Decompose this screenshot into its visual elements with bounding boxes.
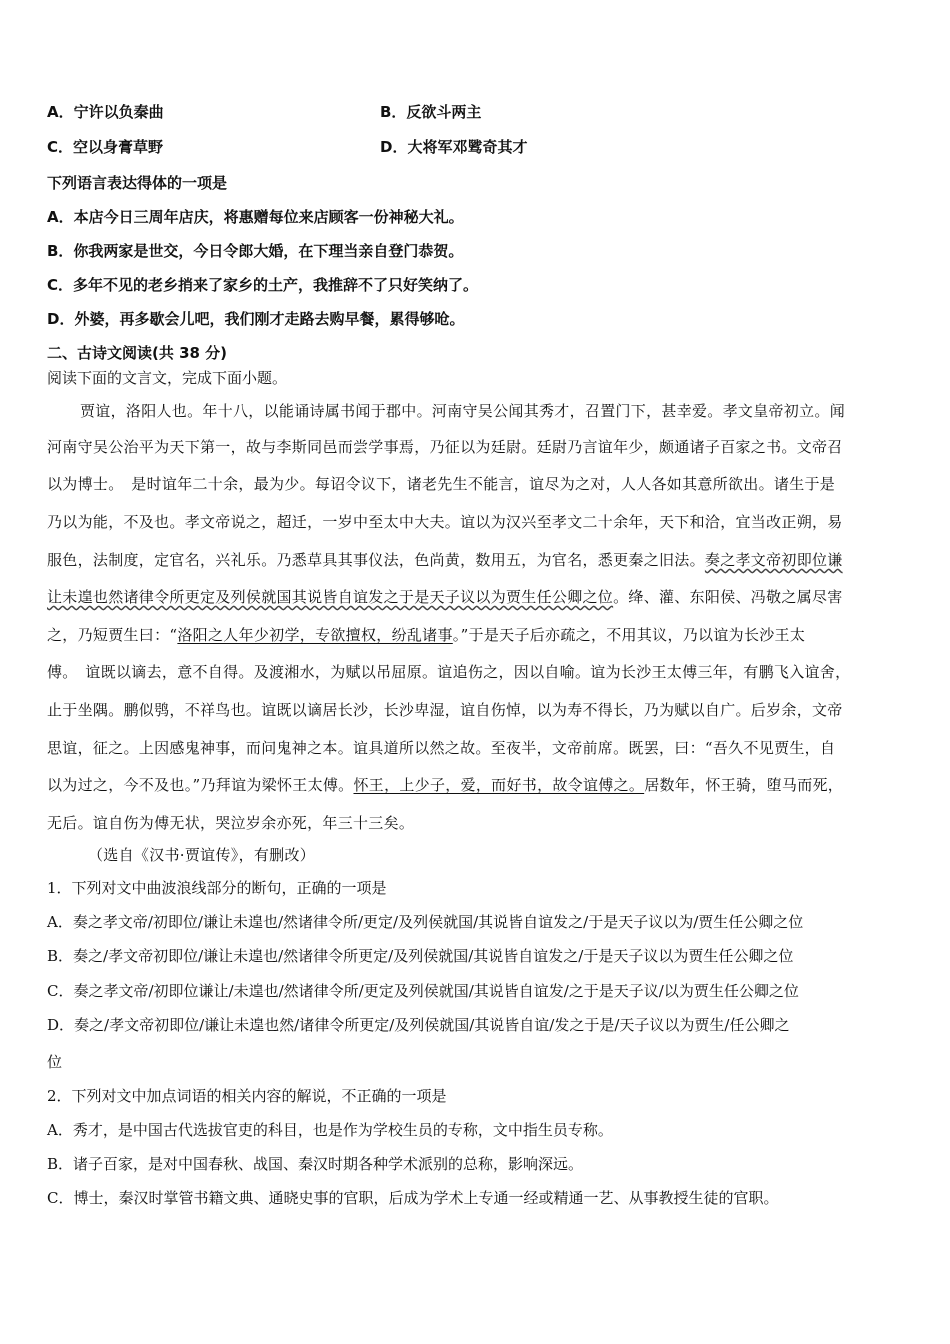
question-1-option-a: A．奏之孝文帝/初即位/谦让未遑也/然诸律令所/更定/及列侯就国/其说皆自谊发之/于是天子议以为/贾生任公卿之位 — [47, 913, 804, 931]
expression-question-stem: 下列语言表达得体的一项是 — [47, 174, 228, 192]
section-instruction: 阅读下面的文言文，完成下面小题。 — [47, 369, 288, 387]
question-1-option-b: B．奏之/孝文帝初即位/谦让未遑也/然诸律令所更定/及列侯就国/其说皆自谊发之/于是天子议以为贾生任公卿之位 — [47, 947, 794, 965]
passage-line-6-text: 。绛、灌、东阳侯、冯敬之属尽害 — [613, 588, 843, 606]
expression-option-c: C．多年不见的老乡捎来了家乡的土产，我推辞不了只好笑纳了。 — [47, 276, 479, 294]
passage-line-11-text: 以为过之，今不及也。”乃拜谊为梁怀王太傅。 — [47, 776, 354, 794]
question-1-option-c: C．奏之孝文帝/初即位谦让/未遑也/然诸律令所/更定及列侯就国/其说皆自谊发/之于是天子议/以为贾生任公卿之位 — [47, 982, 799, 1000]
passage-line-5 — [47, 550, 843, 570]
passage-line-12: 无后。谊自伤为傅无状，哭泣岁余亦死，年三十三矣。 — [47, 814, 415, 832]
passage-line-11-text-end: 居数年，怀王骑，堕马而死， — [644, 776, 844, 794]
expression-option-b: B．你我两家是世交，今日令郎大婚，在下理当亲自登门恭贺。 — [47, 242, 464, 260]
wavy-underline-segment: 奏之孝文帝初即位谦 — [704, 551, 843, 569]
underlined-sentence: 怀王，上少子，爱，而好书，故令谊傅之。 — [353, 776, 645, 794]
passage-line-4: 乃以为能，不及也。孝文帝说之，超迁，一岁中至太中大夫。谊以为汉兴至孝文二十余年，天下和洽，宜当改正朔，易 — [47, 513, 843, 531]
underlined-sentence: 洛阳之人年少初学，专欲擅权，纷乱诸事 — [177, 626, 453, 644]
wavy-underline-segment: 让未遑也然诸律令所更定及列侯就国其说皆自谊发之于是天子议以为贾生任公卿之位 — [47, 588, 614, 606]
passage-line-7-text: 之，乃短贾生曰：“ — [47, 626, 178, 644]
passage-line-11 — [47, 775, 843, 795]
passage-source: （选自《汉书·贾谊传》，有删改） — [88, 846, 316, 864]
question-2-option-c: C．博士，秦汉时掌管书籍文典、通晓史事的官职，后成为学术上专通一经或精通一艺、从事教授生徒的官职。 — [47, 1189, 779, 1207]
passage-line-8: 傅。 谊既以谪去，意不自得。及渡湘水，为赋以吊屈原。谊追伤之，因以自喻。谊为长沙王太傅三年，有鹏飞入谊舍， — [47, 663, 851, 681]
passage-line-5-text: 服色，法制度，定官名，兴礼乐。乃悉草具其事仪法，色尚黄，数用五，为官名，悉更秦之旧法。 — [47, 551, 705, 569]
passage-line-7 — [47, 625, 805, 645]
expression-option-a: A．本店今日三周年店庆，将惠赠每位来店顾客一份神秘大礼。 — [47, 208, 464, 226]
passage-line-3: 以为博士。 是时谊年二十余，最为少。每诏令议下，诸老先生不能言，谊尽为之对，人人各如其意所欲出。诸生于是 — [47, 475, 836, 493]
expression-option-d: D．外婆，再多歇会儿吧，我们刚才走路去购早餐，累得够呛。 — [47, 310, 465, 328]
question-2-option-b: B．诸子百家，是对中国春秋、战国、秦汉时期各种学术派别的总称，影响深远。 — [47, 1155, 584, 1173]
passage-line-10: 思谊，征之。上因感鬼神事，而问鬼神之本。谊具道所以然之故。至夜半，文帝前席。既罢，曰：“吾久不见贾生，自 — [47, 739, 836, 757]
question-2-stem: 2．下列对文中加点词语的相关内容的解说，不正确的一项是 — [47, 1087, 447, 1105]
section-title: 二、古诗文阅读(共 38 分) — [47, 344, 228, 362]
question-1-stem: 1．下列对文中曲波浪线部分的断句，正确的一项是 — [47, 879, 387, 897]
question-1-option-d-continued: 位 — [47, 1053, 63, 1071]
passage-line-2: 河南守吴公治平为天下第一，故与李斯同邑而尝学事焉，乃征以为廷尉。廷尉乃言谊年少，颇通诸子百家之书。文帝召 — [47, 438, 843, 456]
prev-option-a: A．宁许以负秦曲 — [47, 103, 164, 121]
prev-option-b: B．反欲斗两主 — [380, 103, 482, 121]
question-1-option-d: D．奏之/孝文帝初即位/谦让未遑也然/诸律令所更定/及列侯就国/其说皆自谊/发之于是/天子议以为贾生/任公卿之 — [47, 1016, 790, 1034]
passage-line-7-text-end: 。”于是天子后亦疏之，不用其议，乃以谊为长沙王太 — [452, 626, 806, 644]
passage-line-1: 贾谊，洛阳人也。年十八，以能诵诗属书闻于郡中。河南守吴公闻其秀才，召置门下，甚幸爱。孝文皇帝初立。闻 — [80, 402, 846, 420]
prev-option-d: D．大将军邓骘奇其才 — [380, 138, 528, 156]
passage-line-6 — [47, 587, 843, 607]
passage-line-9: 止于坐隅。鹏似鸮，不祥鸟也。谊既以谪居长沙，长沙卑湿，谊自伤悼，以为寿不得长，乃为赋以自广。后岁余，文帝 — [47, 701, 843, 719]
prev-option-c: C．空以身膏草野 — [47, 138, 164, 156]
question-2-option-a: A．秀才，是中国古代选拔官吏的科目，也是作为学校生员的专称，文中指生员专称。 — [47, 1121, 613, 1139]
